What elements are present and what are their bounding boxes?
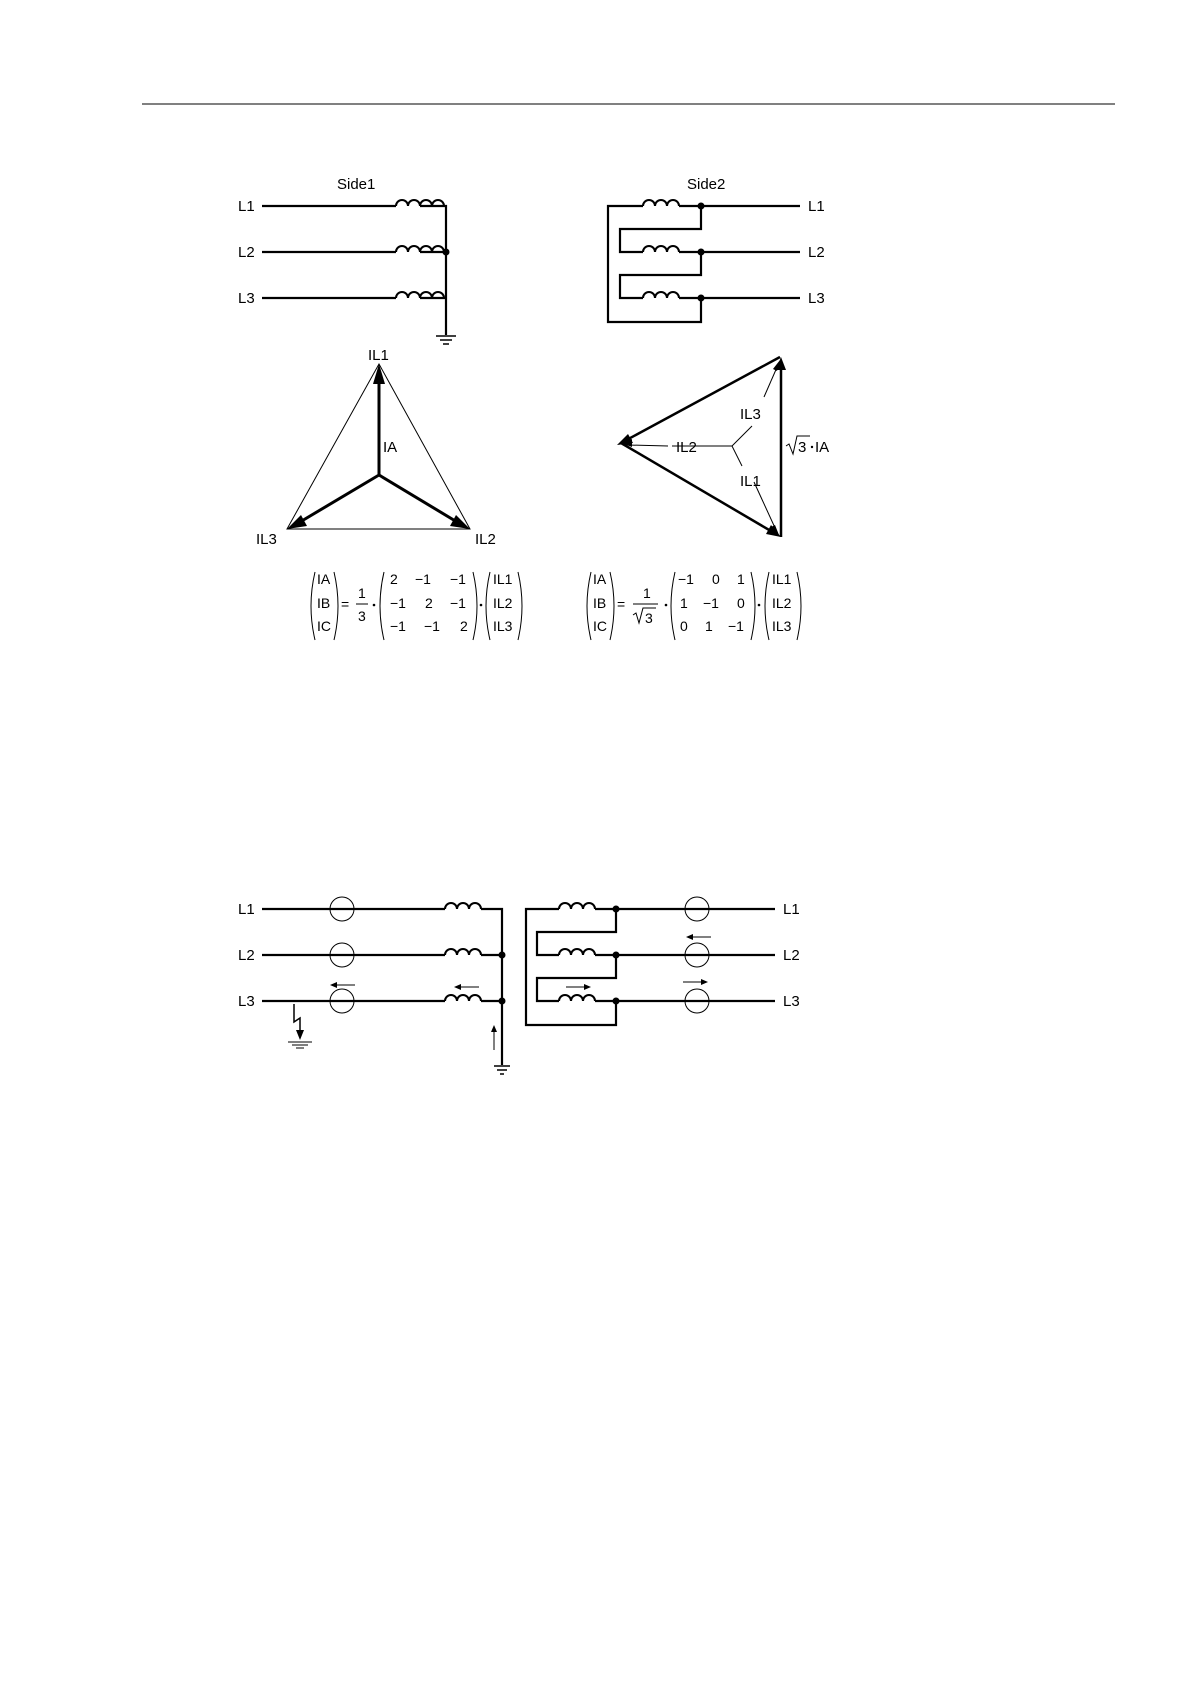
svg-text:IB: IB	[593, 595, 607, 611]
svg-text:−1: −1	[415, 571, 431, 587]
phasor2-label-il3: IL3	[740, 406, 761, 423]
bottom-left-label-l3: L3	[238, 993, 255, 1010]
bottom-right-label-l3: L3	[783, 993, 800, 1010]
phasor-diagram-side2	[617, 357, 829, 537]
svg-text:IC: IC	[593, 618, 607, 634]
side1-label-l2: L2	[238, 244, 255, 261]
current-arrow-right-l3	[683, 979, 708, 985]
svg-text:0: 0	[737, 595, 745, 611]
current-arrow-left-l3	[330, 982, 355, 988]
svg-text:IL1: IL1	[493, 571, 513, 587]
side1-star-bus	[420, 206, 446, 335]
current-arrow-winding-l3	[454, 984, 479, 990]
svg-text:2: 2	[390, 571, 398, 587]
svg-text:IL1: IL1	[772, 571, 792, 587]
phasor-diagram-side1	[256, 347, 496, 548]
phasor2-label-il1: IL1	[740, 473, 761, 490]
svg-text:0: 0	[680, 618, 688, 634]
bottom-ground-icon	[494, 1066, 510, 1074]
side2-coil-l2	[643, 246, 679, 252]
svg-text:2: 2	[460, 618, 468, 634]
svg-text:1: 1	[705, 618, 713, 634]
bottom-right-label-l1: L1	[783, 901, 800, 918]
side2-coil-l1	[643, 200, 679, 206]
svg-text:−1: −1	[390, 595, 406, 611]
svg-text:0: 0	[712, 571, 720, 587]
svg-text:IL2: IL2	[493, 595, 513, 611]
svg-text:3: 3	[798, 439, 807, 456]
phasor2-label-il2: IL2	[676, 439, 697, 456]
bottom-delta-outer	[526, 909, 616, 1025]
svg-text:−1: −1	[450, 595, 466, 611]
fault-current-diagram	[238, 897, 800, 1074]
side1-label-l1: L1	[238, 198, 255, 215]
svg-text:=: =	[617, 596, 626, 612]
side2-label-l3: L3	[808, 290, 825, 307]
side2-label-l1: L1	[808, 198, 825, 215]
equation-side2	[587, 571, 801, 640]
eq1-frac-den: 3	[358, 608, 366, 624]
svg-text:1: 1	[643, 585, 651, 601]
svg-text:−1: −1	[450, 571, 466, 587]
svg-text:=: =	[341, 596, 350, 612]
current-arrow-ground	[491, 1025, 497, 1050]
current-arrow-right-l2	[686, 934, 711, 940]
side1-title: Side1	[337, 176, 376, 193]
bottom-star-bus	[481, 909, 502, 1065]
phasor1-arrow-il2	[379, 475, 457, 522]
side1-ground-icon	[436, 336, 456, 344]
svg-text:−1: −1	[390, 618, 406, 634]
svg-text:IL3: IL3	[493, 618, 513, 634]
side2-delta-outer	[608, 206, 701, 322]
eq1-lhs-ib: IB	[317, 595, 331, 611]
svg-text:3: 3	[645, 610, 653, 626]
eq1-frac-num: 1	[358, 585, 366, 601]
phasor1-label-ia: IA	[383, 439, 398, 456]
svg-text:−1: −1	[703, 595, 719, 611]
phasor1-arrow-il3	[300, 475, 379, 522]
svg-text:IL2: IL2	[772, 595, 792, 611]
svg-text:1: 1	[680, 595, 688, 611]
eq1-lhs-ic: IC	[317, 618, 331, 634]
bottom-left-label-l2: L2	[238, 947, 255, 964]
side2-diagram	[608, 176, 825, 322]
phasor1-label-il3: IL3	[256, 531, 277, 548]
svg-text:1: 1	[737, 571, 745, 587]
phasor2-side-top	[621, 357, 780, 443]
phasor2-label-ia: IA	[815, 439, 830, 456]
equation-side1	[311, 571, 522, 640]
svg-text:IA: IA	[593, 571, 607, 587]
side1-label-l3: L3	[238, 290, 255, 307]
svg-text:−1: −1	[678, 571, 694, 587]
phasor2-sqrt3-label	[786, 436, 829, 456]
side1-star-point	[443, 249, 450, 256]
phasor1-label-il1: IL1	[368, 347, 389, 364]
current-arrow-delta-l3	[566, 984, 591, 990]
svg-text:IL3: IL3	[772, 618, 792, 634]
eq1-lhs-ia: IA	[317, 571, 331, 587]
side2-label-l2: L2	[808, 244, 825, 261]
bottom-left-label-l1: L1	[238, 901, 255, 918]
side1-diagram	[238, 176, 456, 344]
bottom-right-label-l2: L2	[783, 947, 800, 964]
side2-title: Side2	[687, 176, 726, 193]
side2-coil-l3	[643, 292, 679, 298]
phasor2-arrow-il2	[628, 445, 668, 446]
svg-text:−1: −1	[728, 618, 744, 634]
phasor1-label-il2: IL2	[475, 531, 496, 548]
svg-text:2: 2	[425, 595, 433, 611]
fault-lightning-icon	[288, 1004, 312, 1048]
svg-text:−1: −1	[424, 618, 440, 634]
